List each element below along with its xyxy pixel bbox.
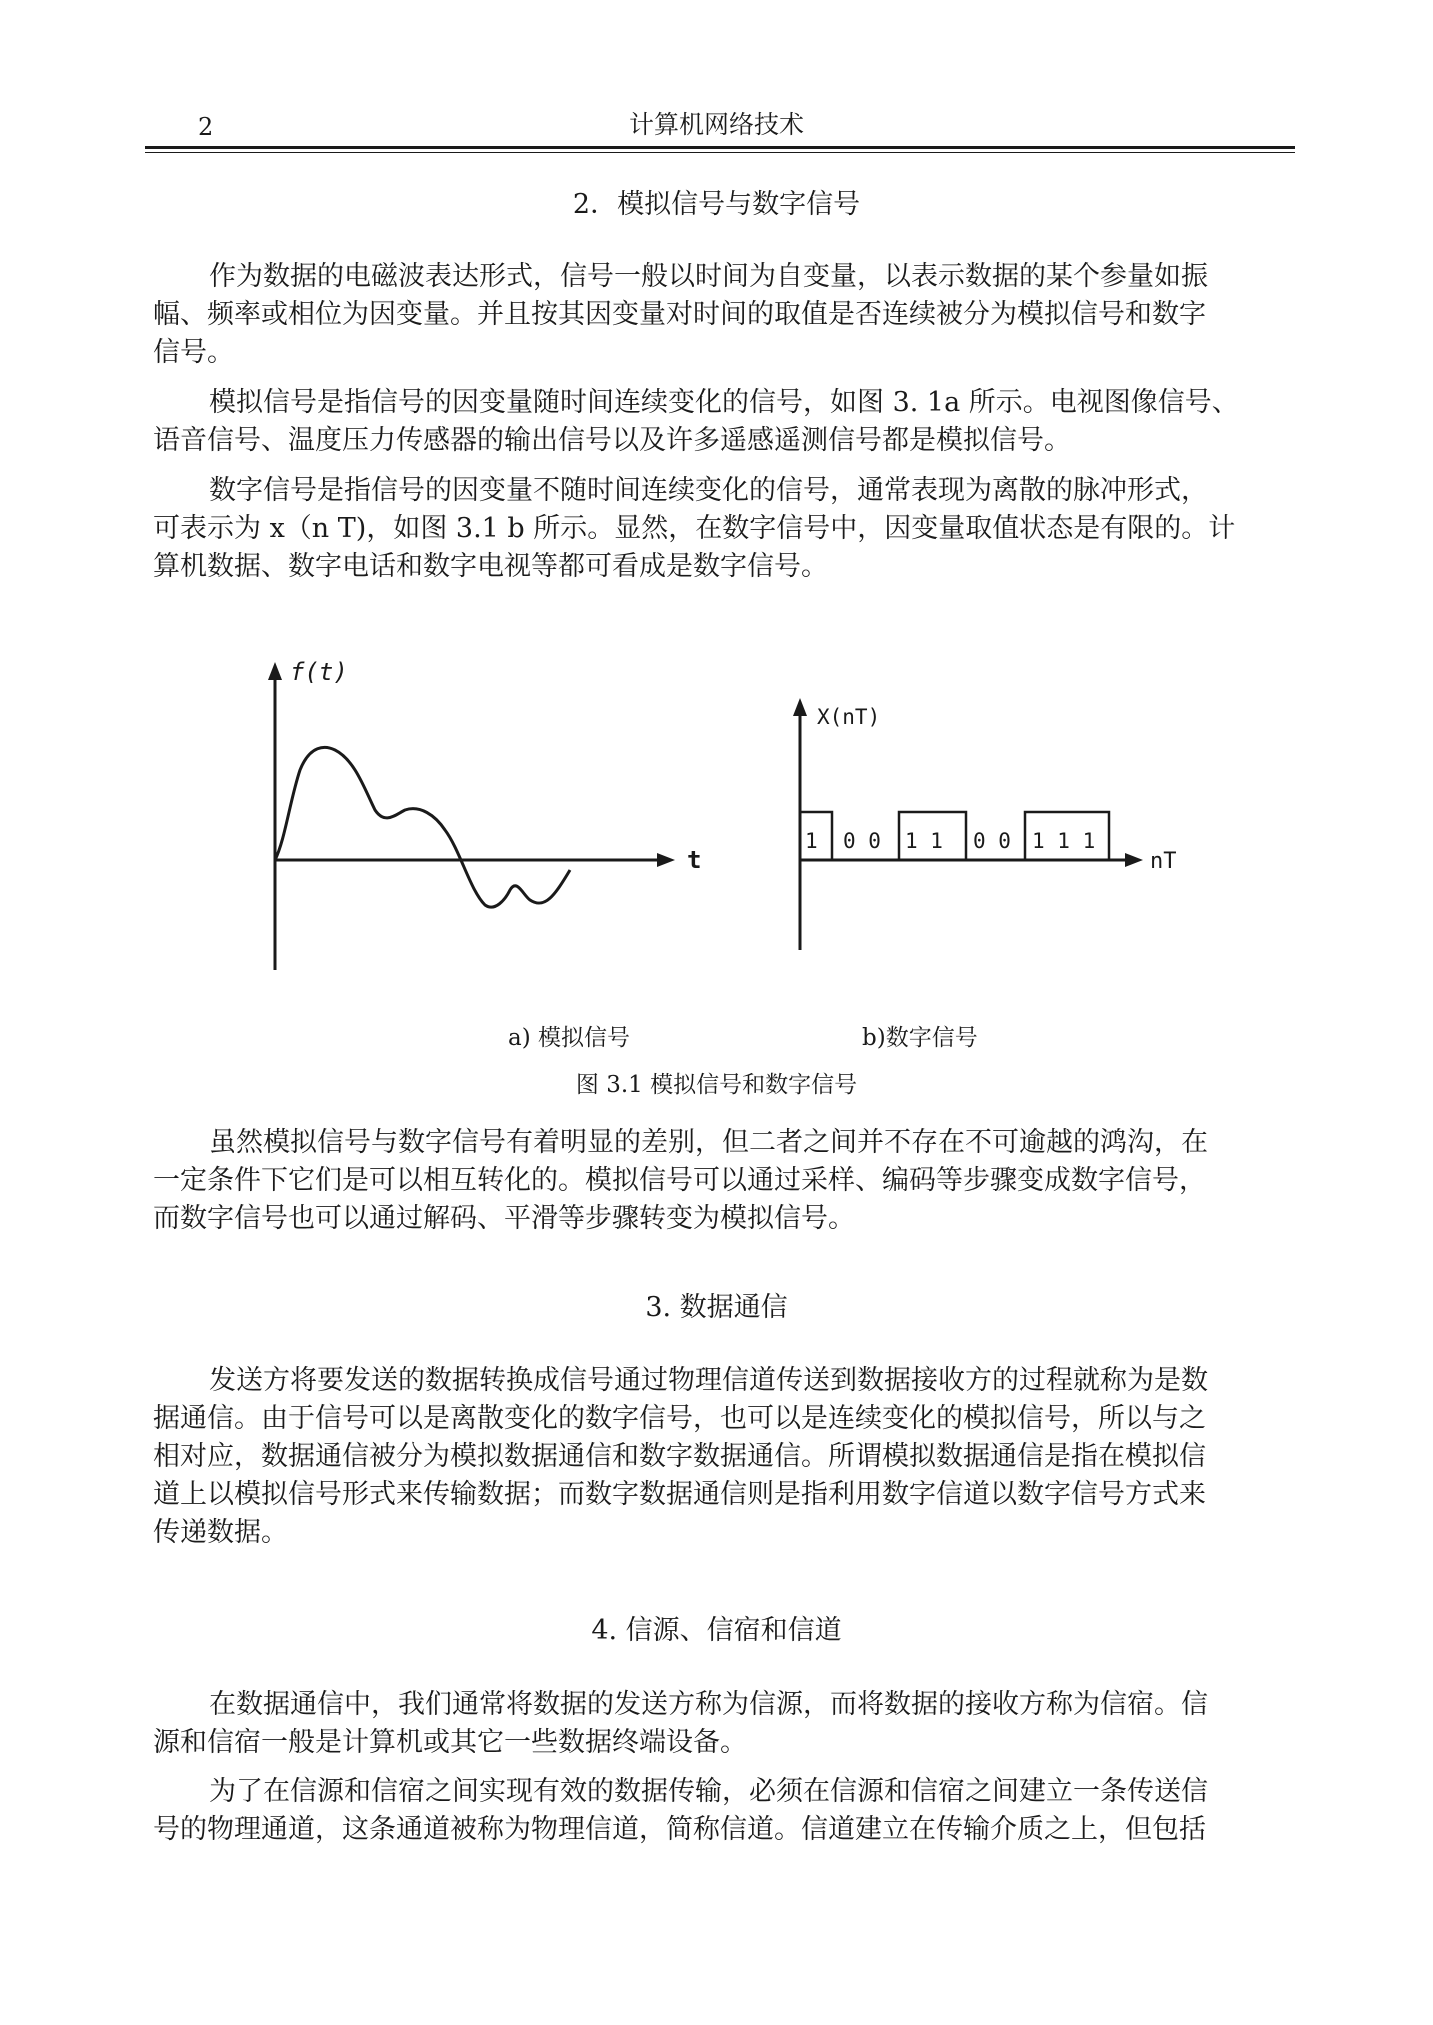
- analog-waveform: [275, 747, 570, 907]
- text-line: 可表示为 x（n T)，如图 3.1 b 所示。显然，在数字信号中，因变量取值状态是有限的。计: [153, 513, 1236, 544]
- section-heading: 2．模拟信号与数字信号: [572, 189, 861, 220]
- text-line: 一定条件下它们是可以相互转化的。模拟信号可以通过采样、编码等步骤变成数字信号，: [153, 1165, 1206, 1196]
- sub-caption-digital: b)数字信号: [862, 1025, 978, 1051]
- figure-caption: 图 3.1 模拟信号和数字信号: [575, 1072, 858, 1098]
- text-line: 为了在信源和信宿之间实现有效的数据传输，必须在信源和信宿之间建立一条传送信: [209, 1776, 1208, 1807]
- analog-y-label: f(t): [290, 658, 348, 686]
- digital-y-label: X(nT): [817, 705, 881, 729]
- digital-x-label: nT: [1150, 849, 1177, 874]
- section-heading: 4. 信源、信宿和信道: [591, 1615, 842, 1646]
- paragraph: [153, 384, 1293, 460]
- paragraph: [153, 1686, 1293, 1762]
- text-line: 语音信号、温度压力传感器的输出信号以及许多遥感遥测信号都是模拟信号。: [153, 425, 1071, 456]
- header-rule-thin: [145, 152, 1295, 153]
- text-line: 传递数据。: [153, 1517, 288, 1548]
- bit-group-label: 1 1: [905, 829, 943, 853]
- analog-x-label: t: [687, 846, 702, 874]
- text-line: 幅、频率或相位为因变量。并且按其因变量对时间的取值是否连续被分为模拟信号和数字: [153, 299, 1206, 330]
- text-line: 作为数据的电磁波表达形式，信号一般以时间为自变量，以表示数据的某个参量如振: [209, 261, 1208, 292]
- figure-3-1: [255, 650, 1225, 1010]
- text-line: 信号。: [153, 337, 234, 368]
- bit-group-label: 0 0: [843, 829, 881, 853]
- paragraph: [153, 1773, 1293, 1849]
- text-line: 相对应，数据通信被分为模拟数据通信和数字数据通信。所谓模拟数据通信是指在模拟信: [153, 1441, 1206, 1472]
- bit-group-label: 1: [805, 829, 818, 853]
- running-title: 计算机网络技术: [628, 110, 804, 139]
- text-line: 在数据通信中，我们通常将数据的发送方称为信源，而将数据的接收方称为信宿。信: [209, 1689, 1208, 1720]
- header-rule-thick: [145, 146, 1295, 149]
- paragraph: [153, 1124, 1293, 1238]
- digital-x-arrow-icon: [1125, 853, 1143, 867]
- text-line: 而数字信号也可以通过解码、平滑等步骤转变为模拟信号。: [153, 1203, 855, 1234]
- analog-x-arrow-icon: [657, 853, 675, 867]
- text-line: 号的物理通道，这条通道被称为物理信道，简称信道。信道建立在传输介质之上，但包括: [153, 1814, 1206, 1845]
- page-number: 2: [198, 113, 214, 141]
- text-line: 发送方将要发送的数据转换成信号通过物理信道传送到数据接收方的过程就称为是数: [209, 1365, 1208, 1396]
- paragraph: [153, 258, 1293, 372]
- text-line: 道上以模拟信号形式来传输数据；而数字数据通信则是指利用数字信道以数字信号方式来: [153, 1479, 1206, 1510]
- text-line: 算机数据、数字电话和数字电视等都可看成是数字信号。: [153, 551, 828, 582]
- text-line: 虽然模拟信号与数字信号有着明显的差别，但二者之间并不存在不可逾越的鸿沟，在: [209, 1127, 1208, 1158]
- text-line: 据通信。由于信号可以是离散变化的数字信号，也可以是连续变化的模拟信号，所以与之: [153, 1403, 1206, 1434]
- digital-y-arrow-icon: [793, 698, 807, 716]
- paragraph: [153, 472, 1293, 586]
- text-line: 源和信宿一般是计算机或其它一些数据终端设备。: [153, 1727, 747, 1758]
- text-line: 数字信号是指信号的因变量不随时间连续变化的信号，通常表现为离散的脉冲形式，: [209, 475, 1208, 506]
- digital-signal-plot: [793, 698, 1177, 950]
- analog-y-arrow-icon: [268, 662, 282, 680]
- sub-caption-analog: a) 模拟信号: [508, 1025, 630, 1051]
- bit-group-label: 1 1 1: [1032, 829, 1096, 853]
- bit-group-label: 0 0: [973, 829, 1011, 853]
- paragraph: [153, 1362, 1293, 1552]
- section-heading: 3. 数据通信: [645, 1292, 788, 1323]
- text-line: 模拟信号是指信号的因变量随时间连续变化的信号，如图 3. 1a 所示。电视图像信号、: [209, 387, 1239, 418]
- analog-signal-plot: [268, 658, 701, 970]
